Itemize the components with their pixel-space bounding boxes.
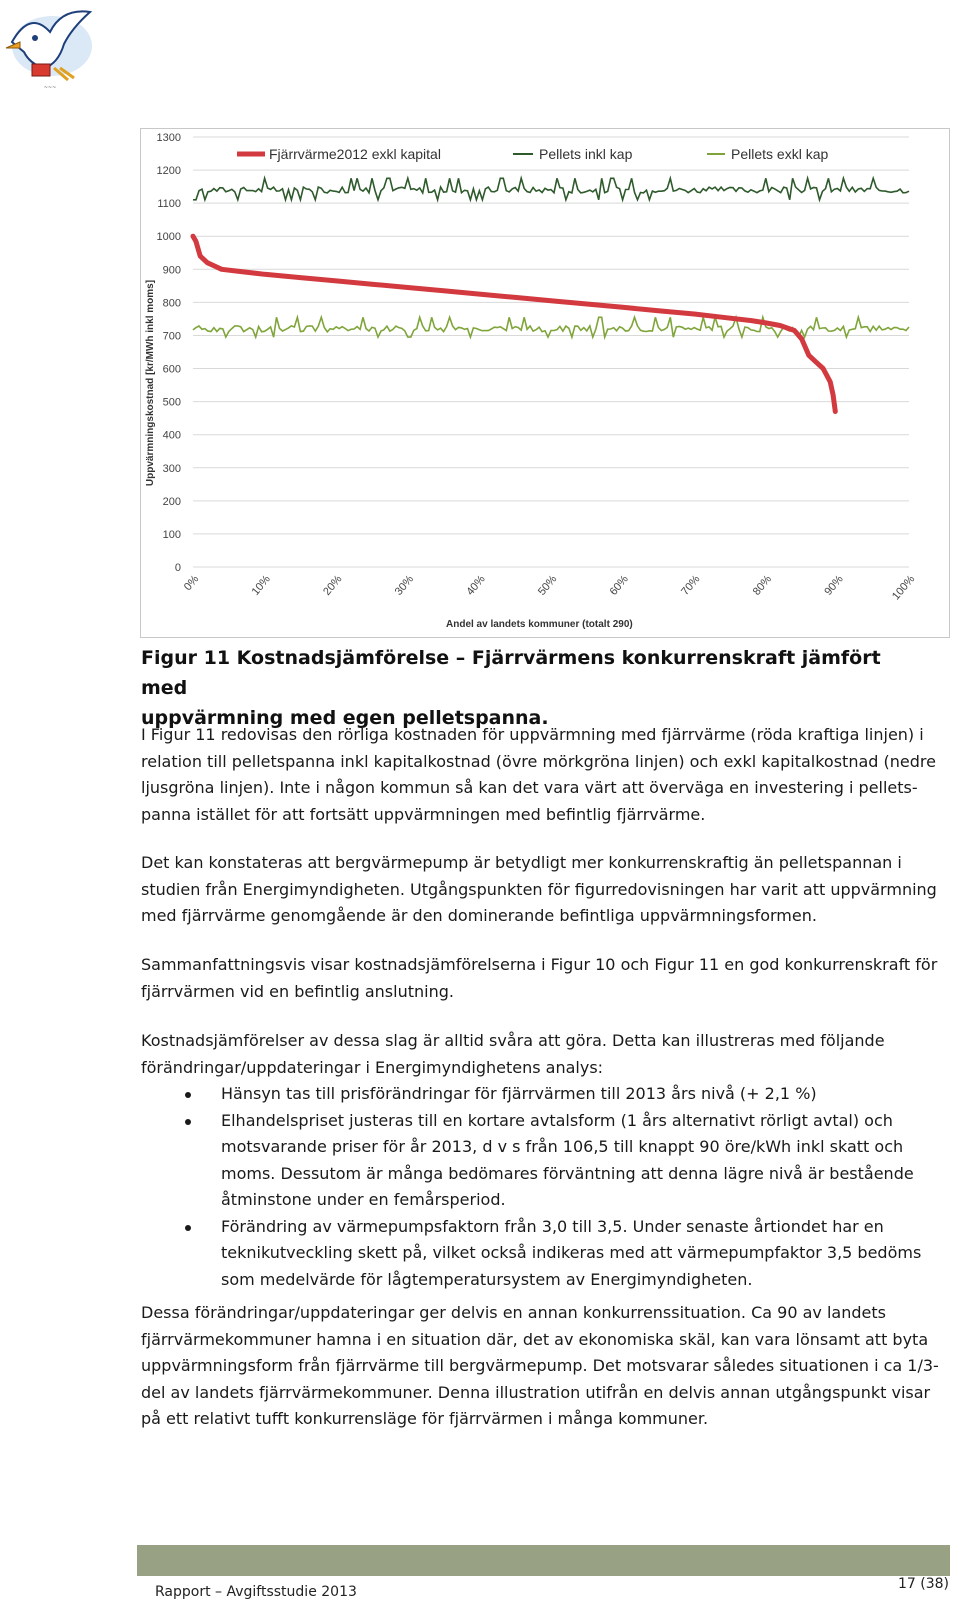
seagull-mascot-icon [2,2,98,92]
bullet-dot-icon [185,1225,191,1231]
paragraph-3-text: Sammanfattningsvis visar kostnadsjämförelserna i Figur 10 och Figur 11 en god konkurrenskraft för fjärrvärmen vid en befintlig anslutning. [141,955,938,1001]
caption-line-2: uppvärmning med egen pelletspanna. [141,707,549,729]
y-tick-label: 500 [162,396,181,409]
paragraph-4 [141,1028,953,1081]
x-tick-label: 10% [249,573,273,598]
y-tick-label: 200 [162,495,181,508]
chart-y-axis-label: Uppvärmningskostnad [kr/MWh inkl moms] [145,279,156,487]
svg-text:~~~: ~~~ [43,85,57,91]
legend-label-pellets-exkl: Pellets exkl kap [731,146,829,162]
bullet-text: Förändring av värmepumpsfaktorn från 3,0 till 3,5. Under senaste årtiondet har en teknikutveckling skett på, vilket också indikeras med att värmepumpfaktor 3,5 bedöms som medelvärde för lågtemperatursystem av Energimyndigheten. [221,1216,922,1289]
y-tick-label: 0 [174,562,181,574]
x-tick-label: 100% [890,573,918,603]
paragraph-3 [141,952,953,1005]
x-tick-label: 80% [750,573,775,598]
x-tick-label: 0% [181,573,202,594]
paragraph-1-text: I Figur 11 redovisas den rörliga kostnaden för uppvärmning med fjärrvärme (röda kraftiga linjen) i relation till pelletspanna inkl kapitalkostnad (övre mörkgröna linjen) och exkl kapitalkostnad (nedre ljusgröna linjen). Inte i någon kommun så kan det vara värt att överväga en investering i pellets-panna istället för att fortsätt uppvärmningen med befintlig fjärrvärme. [141,725,936,824]
x-tick-label: 70% [679,573,703,598]
legend-label-fjarrvarme: Fjärrvärme2012 exkl kapital [269,146,441,162]
x-tick-label: 60% [607,573,631,598]
figure-caption [141,643,931,733]
y-tick-label: 400 [162,429,181,442]
footer-page-number: 17 (38) [898,1576,950,1592]
y-tick-label: 700 [162,330,181,343]
chart-x-axis-label: Andel av landets kommuner (totalt 290) [446,619,633,630]
x-tick-label: 90% [822,573,846,598]
bullet-dot-icon [185,1092,191,1098]
y-tick-label: 300 [162,462,181,475]
x-tick-label: 50% [535,573,560,598]
legend-label-pellets-inkl: Pellets inkl kap [539,146,633,162]
footer-bar [137,1545,950,1576]
bullet-text: Elhandelspriset justeras till en kortare avtalsform (1 års alternativt rörligt avtal) och motsvarande priser för år 2013, d v s från 106,5 till knappt 90 öre/kWh inkl skatt och moms. Dessutom är många bedömares förväntning att denna lägre nivå är bestående åtminstone under en femårsperiod. [221,1110,914,1209]
list-item [141,1108,931,1214]
bullet-text: Hänsyn tas till prisförändringar för fjärrvärmen till 2013 års nivå (+ 2,1 %) [221,1084,817,1103]
x-tick-label: 20% [321,573,345,598]
caption-line-1: Figur 11 Kostnadsjämförelse – Fjärrvärmens konkurrenskraft jämfört med [141,647,881,699]
y-tick-label: 800 [162,297,181,310]
paragraph-5 [141,1300,953,1433]
series-line-fjarrvarme [193,236,835,411]
paragraph-1 [141,722,953,828]
y-tick-label: 600 [162,363,181,376]
y-tick-label: 100 [162,528,181,541]
chart-svg [141,129,949,637]
series-line-pellets-exkl-kap [193,317,909,337]
series-line-pellets-inkl-kap [193,178,909,200]
bullet-dot-icon [185,1119,191,1125]
paragraph-2-text: Det kan konstateras att bergvärmepump är betydligt mer konkurrenskraftig än pelletspannan i studien från Energimyndigheten. Utgångspunkten för figurredovisningen har varit att uppvärmning med fjärrvärme genomgående är den dominerande befintliga uppvärmningsformen. [141,853,937,925]
paragraph-2 [141,850,953,930]
paragraph-4-text: Kostnadsjämförelser av dessa slag är alltid svåra att göra. Detta kan illustreras med följande förändringar/uppdateringar i Energimyndighetens analys: [141,1031,885,1077]
chart-legend [237,146,828,162]
list-item [141,1214,931,1294]
x-tick-label: 40% [464,573,488,598]
y-tick-label: 1100 [157,198,181,211]
paragraph-5-text: Dessa förändringar/uppdateringar ger delvis en annan konkurrenssituation. Ca 90 av landets fjärrvärmekommuner hamna i en situation där, det av ekonomiska skäl, kan vara lönsamt att byta uppvärmningsform från fjärrvärme till bergvärmepump. Det motsvarar således situationen i ca 1/3-del av landets fjärrvärmekommuner. Denna illustration utifrån en delvis annan utgångspunkt visar på ett relativt tufft konkurrensläge för fjärrvärmen i många kommuner. [141,1303,939,1428]
y-tick-label: 1300 [156,132,181,144]
bullet-list [141,1081,931,1293]
y-tick-label: 1000 [156,231,181,244]
list-item [141,1081,931,1108]
y-tick-label: 1200 [156,165,181,178]
seagull-logo [2,2,98,92]
footer-report-title: Rapport – Avgiftsstudie 2013 [155,1584,357,1600]
y-tick-label: 900 [162,264,181,277]
cost-comparison-chart [140,128,950,638]
x-tick-label: 30% [392,573,417,598]
